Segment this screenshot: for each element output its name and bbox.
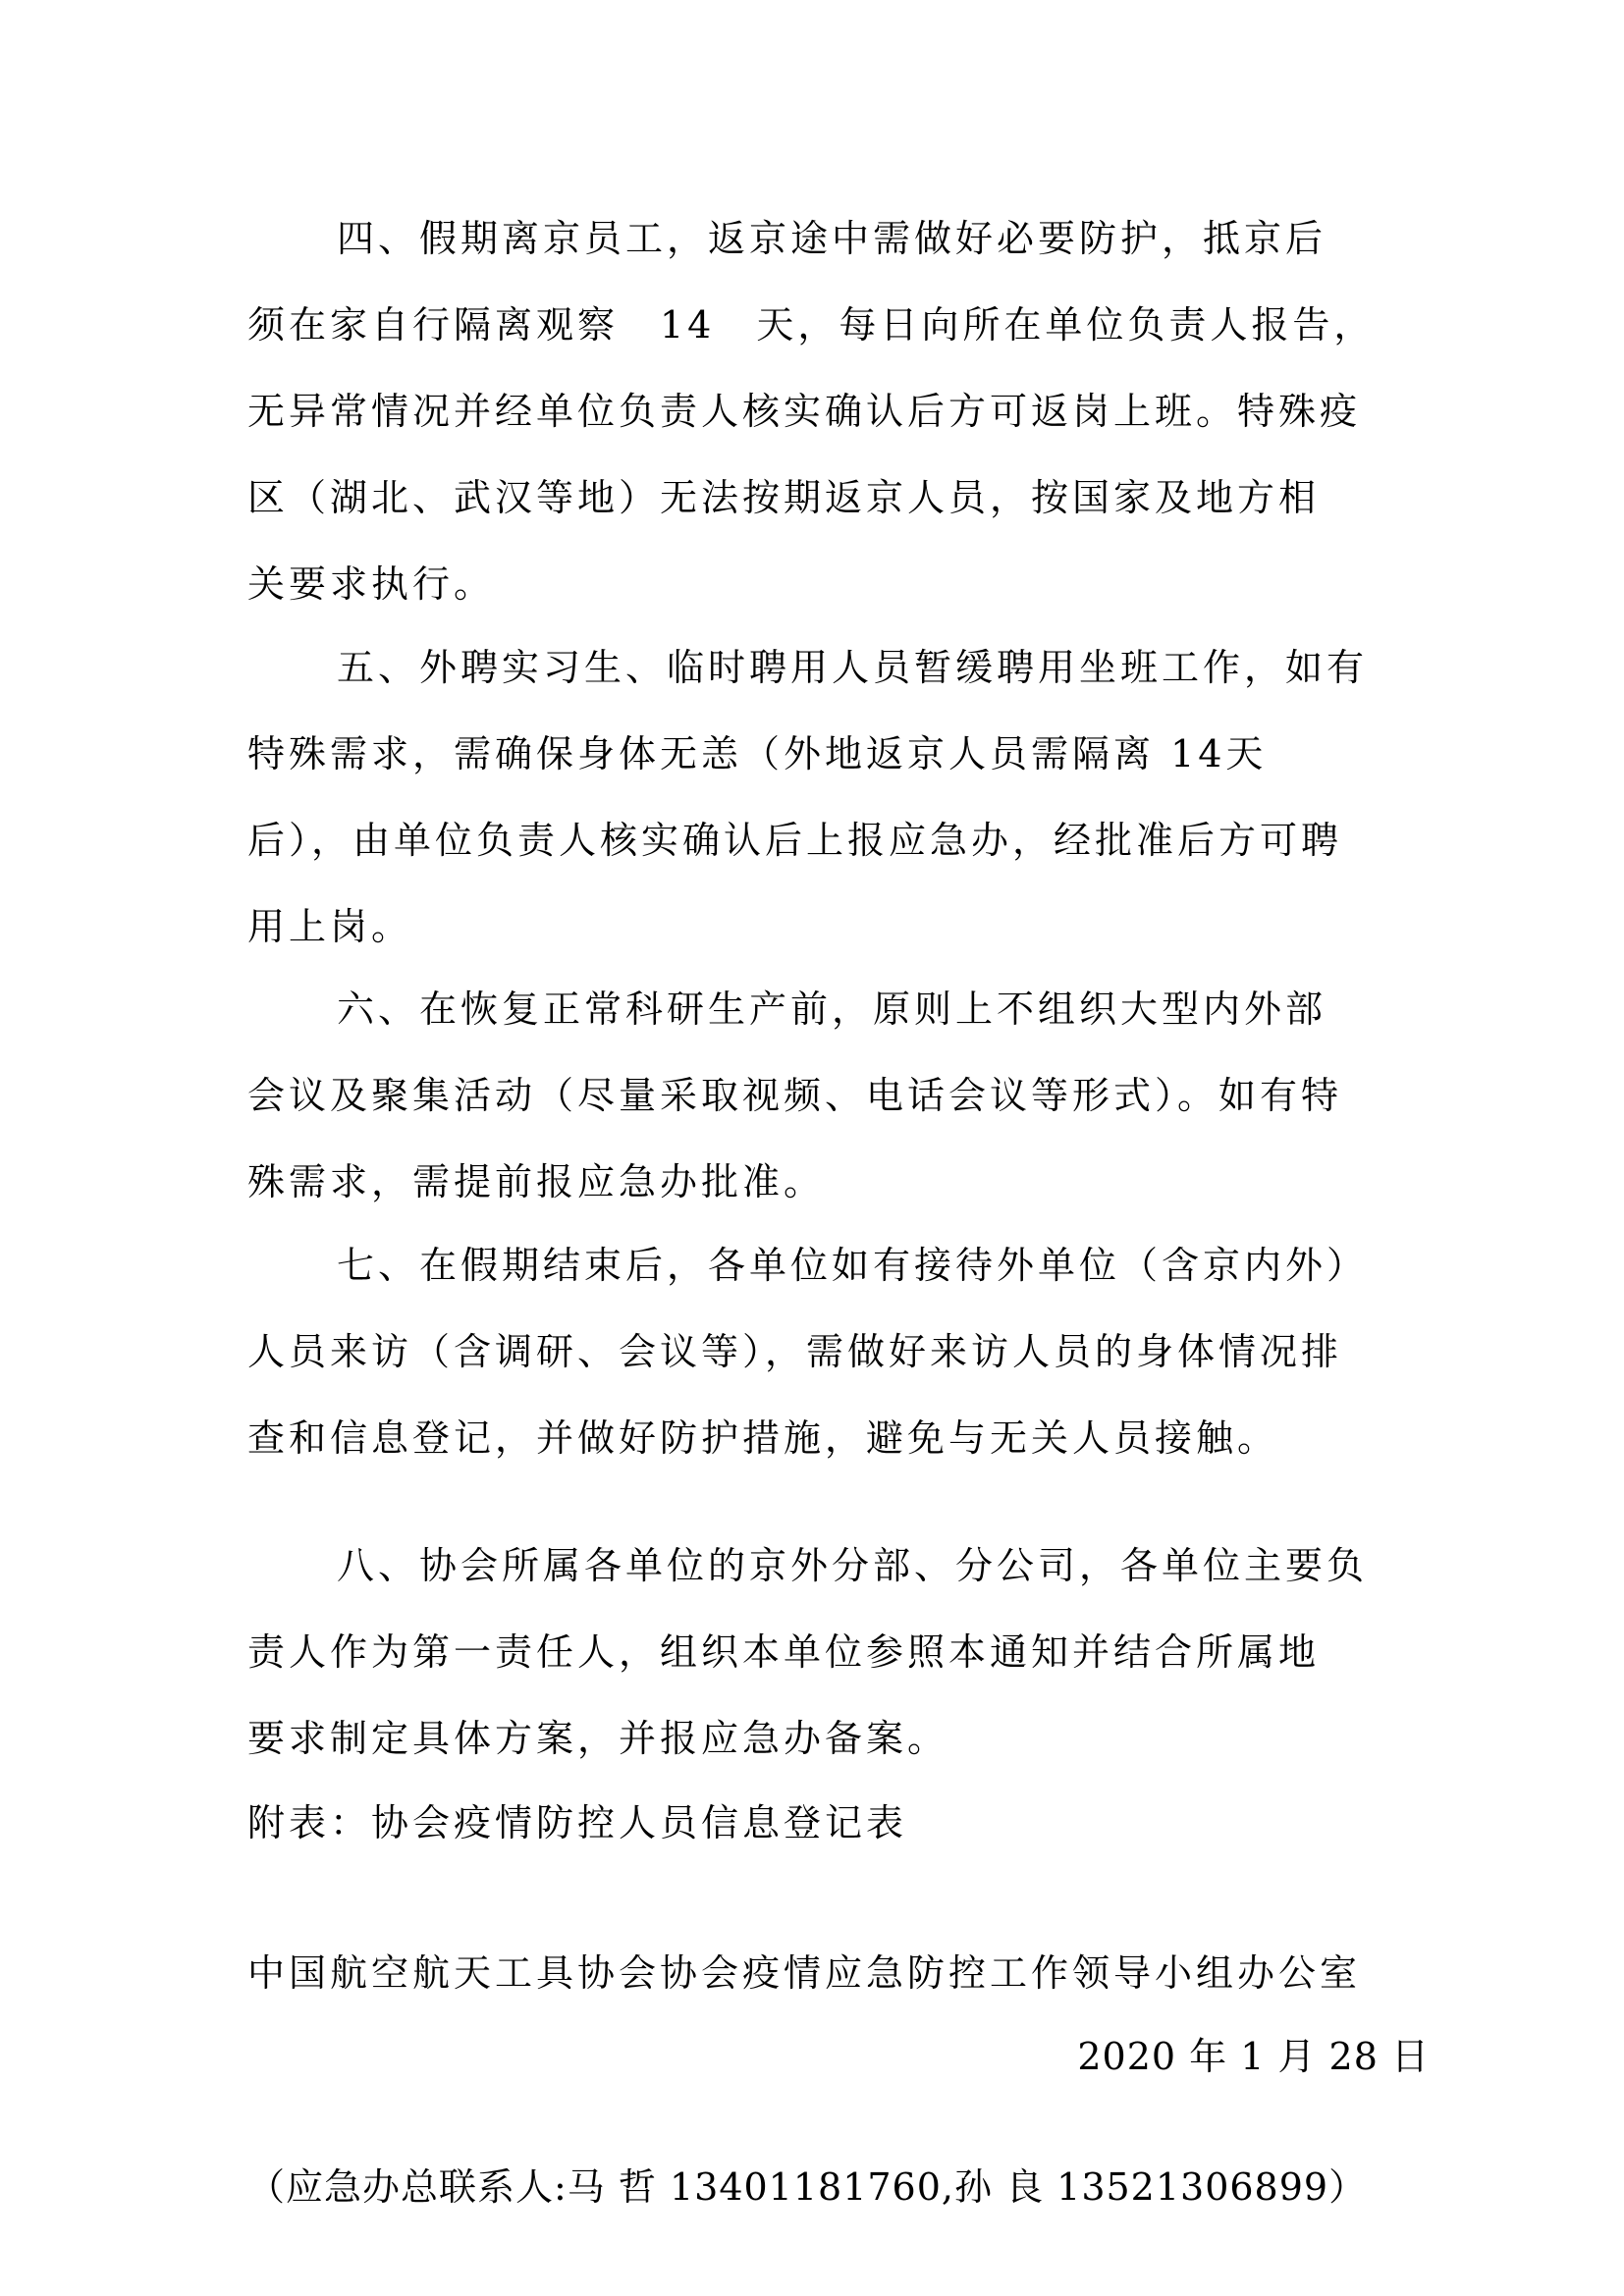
section-5-line-3: 后），由单位负责人核实确认后上报应急办，经批准后方可聘 — [247, 819, 1343, 862]
section-5-line-4: 用上岗。 — [247, 905, 413, 948]
section-4-line-3: 无异常情况并经单位负责人核实确认后方可返岗上班。特殊疫 — [247, 390, 1362, 433]
section-5-line-2: 特殊需求，需确保身体无恙（外地返京人员需隔离 14天 — [247, 732, 1268, 775]
section-8-line-2: 责人作为第一责任人，组织本单位参照本通知并结合所属地 — [247, 1630, 1321, 1674]
attachment-label: 附表：协会疫情防控人员信息登记表 — [247, 1801, 908, 1844]
section-7-line-2: 人员来访（含调研、会议等），需做好来访人员的身体情况排 — [247, 1330, 1343, 1373]
section-7-line-1: 七、在假期结束后，各单位如有接待外单位（含京内外） — [337, 1244, 1369, 1287]
contact-info: （应急办总联系人:马 哲 13401181760,孙 良 13521306899） — [247, 2165, 1368, 2209]
section-4-line-4: 区（湖北、武汉等地）无法按期返京人员，按国家及地方相 — [247, 476, 1321, 519]
section-4-line-2: 须在家自行隔离观察 14 天，每日向所在单位负责人报告， — [247, 303, 1376, 347]
section-6-line-2: 会议及聚集活动（尽量采取视频、电话会议等形式）。如有特 — [247, 1074, 1343, 1117]
section-6-line-3: 殊需求，需提前报应急办批准。 — [247, 1160, 826, 1203]
section-5-line-1: 五、外聘实习生、临时聘用人员暂缓聘用坐班工作，如有 — [337, 646, 1369, 689]
section-4-line-1: 四、假期离京员工，返京途中需做好必要防护，抵京后 — [337, 217, 1327, 260]
section-6-line-1: 六、在恢复正常科研生产前，原则上不组织大型内外部 — [337, 988, 1327, 1031]
section-7-line-3: 查和信息登记，并做好防护措施，避免与无关人员接触。 — [247, 1416, 1279, 1460]
signature-organization: 中国航空航天工具协会协会疫情应急防控工作领导小组办公室 — [247, 1951, 1362, 1995]
section-8-line-1: 八、协会所属各单位的京外分部、分公司，各单位主要负 — [337, 1544, 1369, 1587]
section-8-line-3: 要求制定具体方案，并报应急办备案。 — [247, 1717, 949, 1760]
signature-date: 2020 年 1 月 28 日 — [1077, 2035, 1430, 2078]
section-4-line-5: 关要求执行。 — [247, 562, 496, 606]
